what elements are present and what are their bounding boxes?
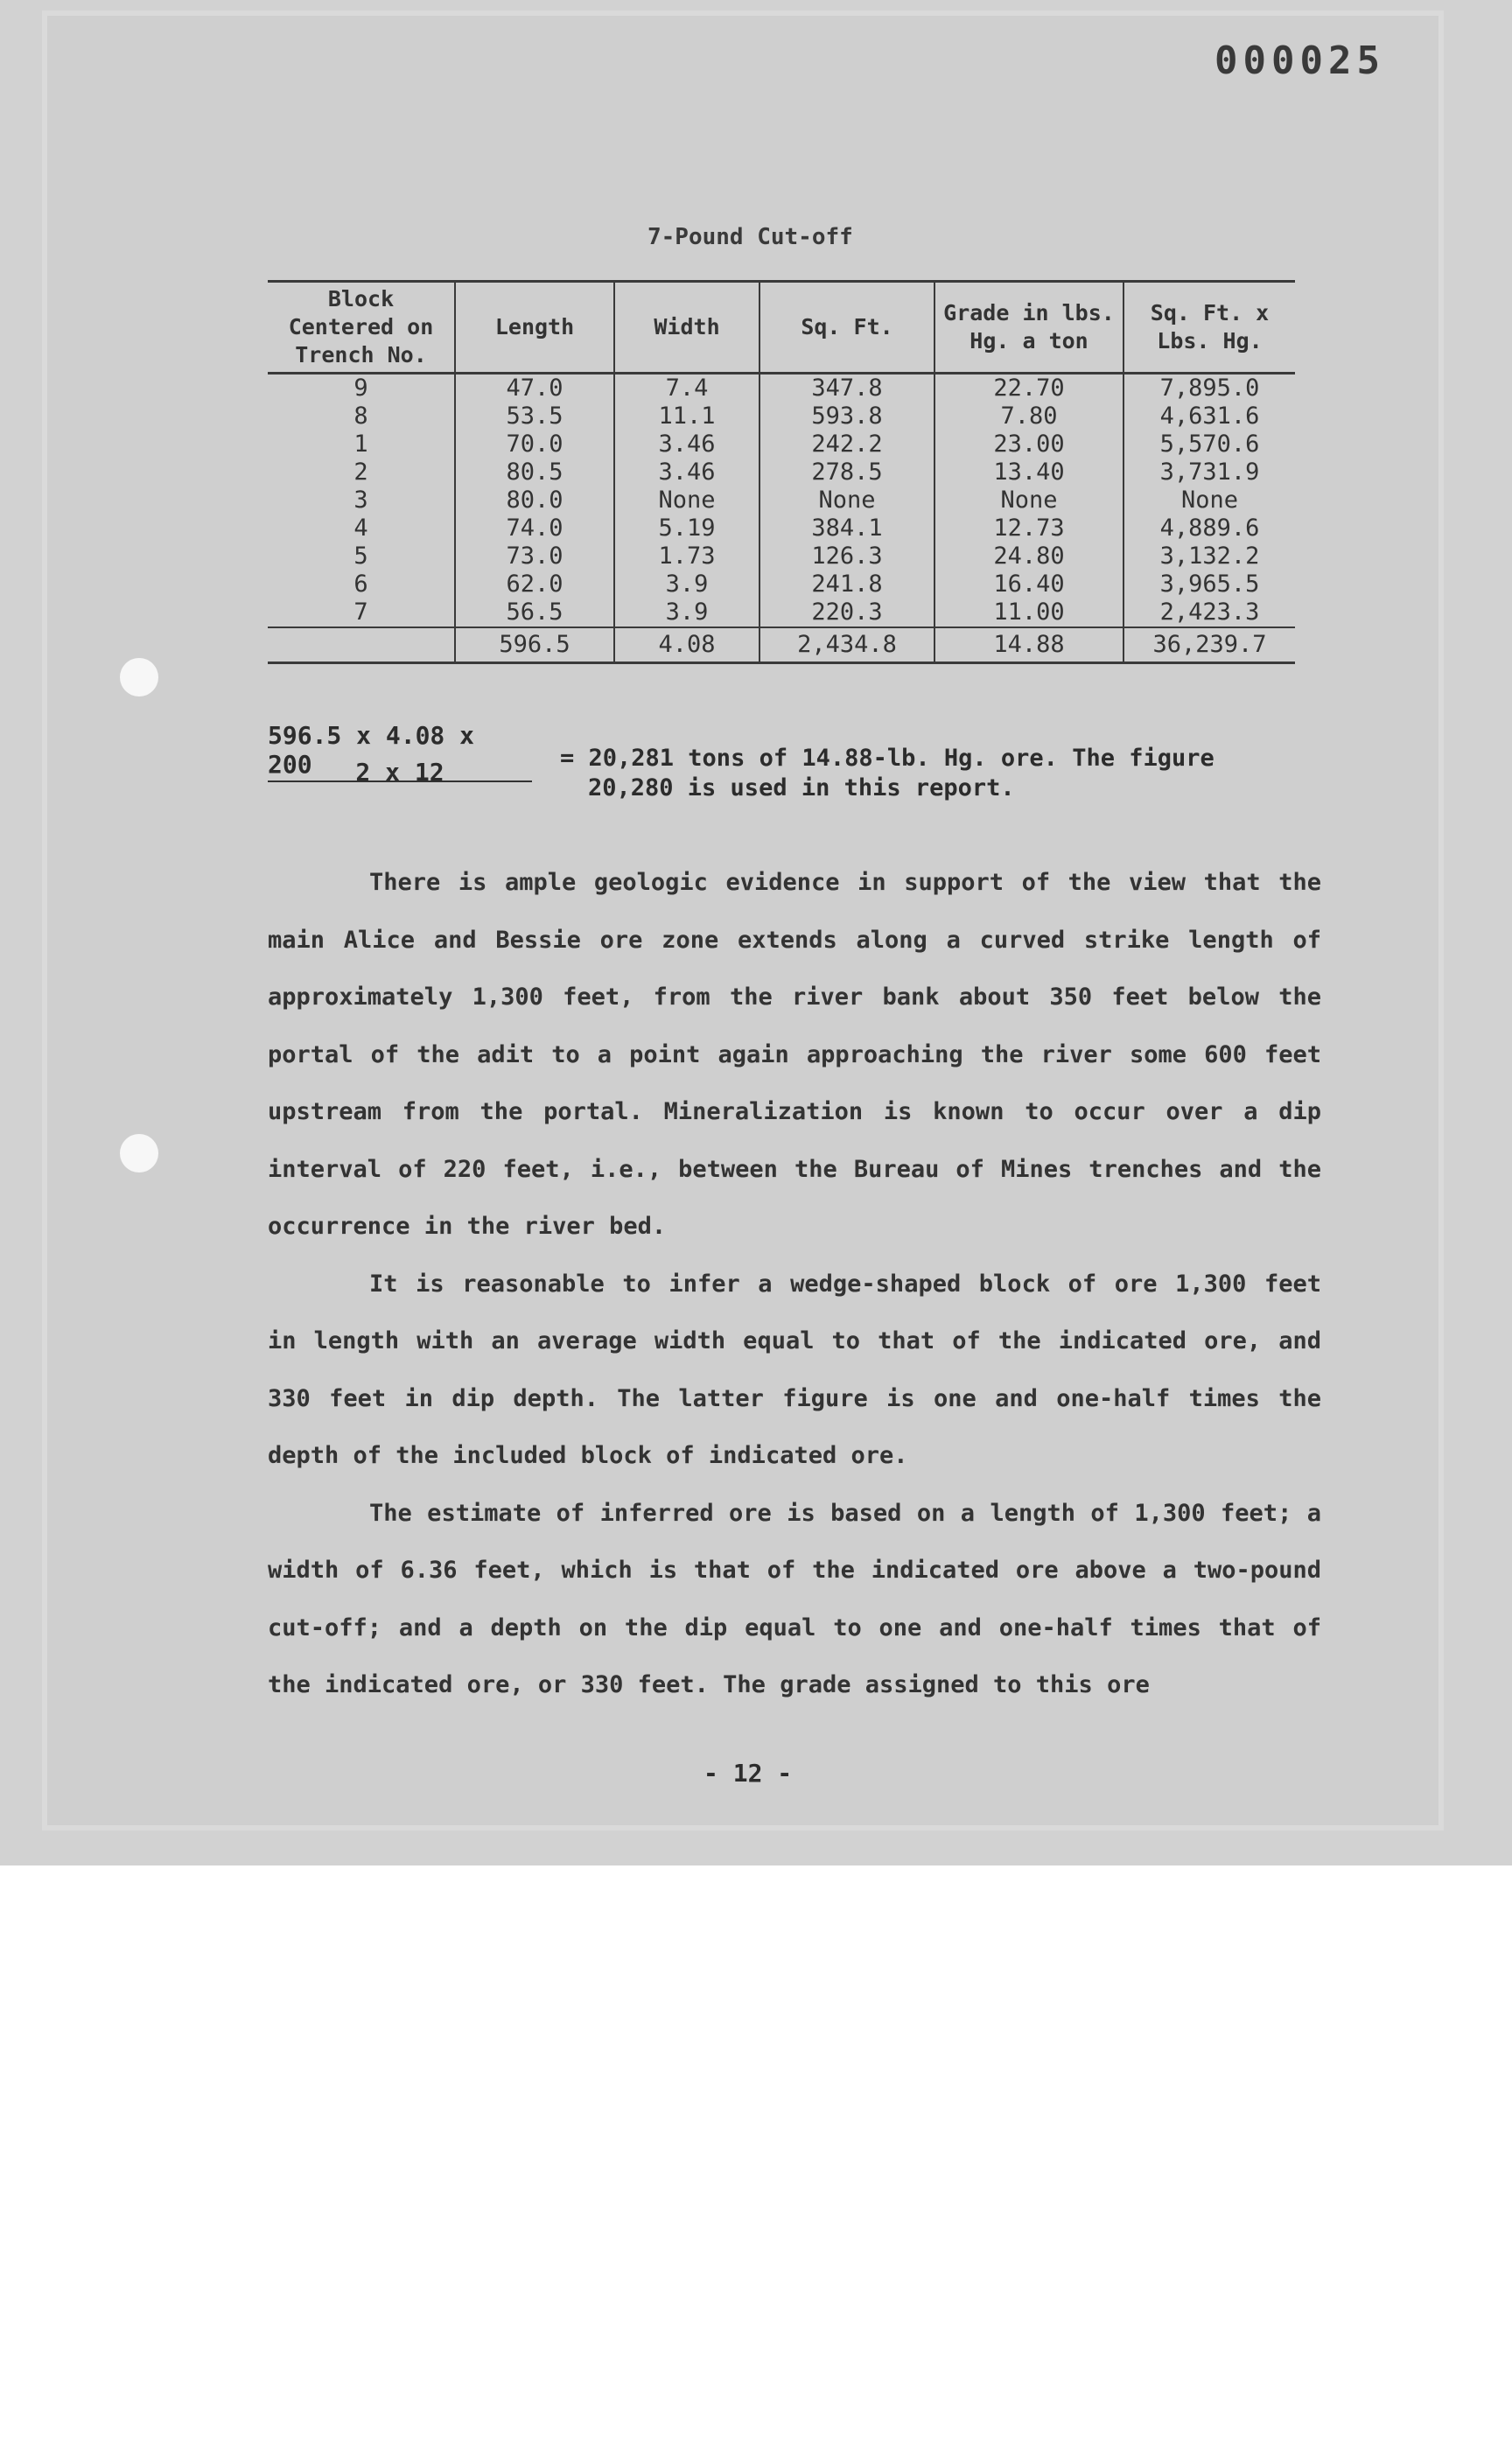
cell-grade: 13.40 <box>934 458 1124 486</box>
cell-product: 2,423.3 <box>1124 598 1295 627</box>
cell-length: 80.5 <box>455 458 614 486</box>
table-title: 7-Pound Cut-off <box>648 224 853 250</box>
cell-product: 3,731.9 <box>1124 458 1295 486</box>
cell-product: None <box>1124 486 1295 514</box>
cell-width: 1.73 <box>614 542 760 570</box>
header-sq-ft: Sq. Ft. <box>760 282 934 374</box>
document-number: 000025 <box>1214 38 1385 83</box>
cell-product: 3,965.5 <box>1124 570 1295 598</box>
cell-block: 6 <box>354 570 368 598</box>
cell-sq-ft: 126.3 <box>760 542 934 570</box>
cell-product: 5,570.6 <box>1124 430 1295 458</box>
total-grade: 14.88 <box>934 627 1124 663</box>
cell-sq-ft: 220.3 <box>760 598 934 627</box>
cell-length: 80.0 <box>455 486 614 514</box>
total-sq-ft: 2,434.8 <box>760 627 934 663</box>
cell-block: 8 <box>354 402 368 430</box>
cell-width: 7.4 <box>614 374 760 403</box>
cell-grade: 24.80 <box>934 542 1124 570</box>
cell-width: 3.46 <box>614 430 760 458</box>
cell-product: 4,889.6 <box>1124 514 1295 542</box>
cell-grade: 12.73 <box>934 514 1124 542</box>
page-number: - 12 - <box>704 1759 793 1788</box>
cell-grade: 22.70 <box>934 374 1124 403</box>
cell-block: 7 <box>268 598 455 627</box>
cell-sq-ft: 384.1 <box>760 514 934 542</box>
cell-width: 3.9 <box>614 570 760 598</box>
table-row <box>268 514 1295 542</box>
paragraph-3: The estimate of inferred ore is based on a length of 1,300 feet; a width of 6.36 feet, which is that of the indicated ore above a two-pound cut-off; and a depth on the dip equal to one and one-half times that of the indicated ore, or 330 feet. The grade assigned to this ore <box>268 1499 1321 1698</box>
cell-block: 1 <box>354 430 368 458</box>
cell-product: 7,895.0 <box>1124 374 1295 403</box>
header-grade: Grade in lbs. Hg. a ton <box>934 282 1124 374</box>
formula-denominator: 2 x 12 <box>355 758 444 787</box>
table-header-row <box>268 282 1295 374</box>
punch-hole-lower <box>120 1134 158 1172</box>
cell-grade: 7.80 <box>934 402 1124 430</box>
cell-product: 4,631.6 <box>1124 402 1295 430</box>
cell-width: 5.19 <box>614 514 760 542</box>
total-product: 36,239.7 <box>1124 627 1295 663</box>
table-row <box>268 542 1295 570</box>
cell-width: 11.1 <box>614 402 760 430</box>
total-block <box>268 627 455 663</box>
cell-length: 70.0 <box>455 430 614 458</box>
formula-result <box>560 744 1295 803</box>
total-length: 596.5 <box>455 627 614 663</box>
cell-sq-ft: 241.8 <box>760 570 934 598</box>
cell-width: None <box>614 486 760 514</box>
header-length: Length <box>455 282 614 374</box>
cell-sq-ft: 593.8 <box>760 402 934 430</box>
table-row <box>268 402 1295 430</box>
formula-result-line-2: 20,280 is used in this report. <box>588 774 1015 802</box>
table-totals-row <box>268 627 1295 663</box>
cell-sq-ft: 278.5 <box>760 458 934 486</box>
cell-block: 5 <box>354 542 368 570</box>
paragraph-2: It is reasonable to infer a wedge-shaped block of ore 1,300 feet in length with an average width equal to that of the indicated ore, and 330 feet in dip depth. The latter figure is one and one-half times the depth of the included block of indicated ore. <box>268 1270 1321 1469</box>
cell-width: 3.46 <box>614 458 760 486</box>
cell-length: 62.0 <box>455 570 614 598</box>
cell-sq-ft: 347.8 <box>760 374 934 403</box>
cell-block: 2 <box>354 458 368 486</box>
cell-block: 9 <box>354 374 368 402</box>
table-row <box>268 374 1295 403</box>
cell-block: 4 <box>354 514 368 542</box>
formula-numerator: 596.5 x 4.08 x 200 <box>268 721 532 782</box>
cell-grade: None <box>934 486 1124 514</box>
punch-hole-upper <box>120 658 158 696</box>
cell-grade: 11.00 <box>934 598 1124 627</box>
cell-sq-ft: 242.2 <box>760 430 934 458</box>
table-row <box>268 486 1295 514</box>
body-text <box>268 854 1321 1714</box>
cell-grade: 23.00 <box>934 430 1124 458</box>
table-row <box>268 598 1295 627</box>
header-block: Block Centered on Trench No. <box>268 282 455 374</box>
header-sq-ft-x-lbs: Sq. Ft. x Lbs. Hg. <box>1124 282 1295 374</box>
total-width: 4.08 <box>614 627 760 663</box>
ore-estimate-table <box>268 280 1295 664</box>
cell-width: 3.9 <box>614 598 760 627</box>
table-row <box>268 570 1295 598</box>
cell-length: 56.5 <box>455 598 614 627</box>
cell-length: 74.0 <box>455 514 614 542</box>
cell-sq-ft: None <box>760 486 934 514</box>
formula-result-line-1: = 20,281 tons of 14.88-lb. Hg. ore. The figure <box>560 745 1214 772</box>
cell-block: 3 <box>354 486 368 514</box>
table-row <box>268 430 1295 458</box>
paragraph-1: There is ample geologic evidence in support of the view that the main Alice and Bessie ore zone extends along a curved strike length of approximately 1,300 feet, from the river bank about 350 feet below the portal of the adit to a point again approaching the river some 600 feet upstream from the portal. Mineralization is known to occur over a dip interval of 220 feet, i.e., between the Bureau of Mines trenches and the occurrence in the river bed. <box>268 869 1321 1240</box>
cell-length: 47.0 <box>455 374 614 403</box>
header-width: Width <box>614 282 760 374</box>
table-row <box>268 458 1295 486</box>
cell-length: 73.0 <box>455 542 614 570</box>
cell-length: 53.5 <box>455 402 614 430</box>
cell-product: 3,132.2 <box>1124 542 1295 570</box>
cell-grade: 16.40 <box>934 570 1124 598</box>
